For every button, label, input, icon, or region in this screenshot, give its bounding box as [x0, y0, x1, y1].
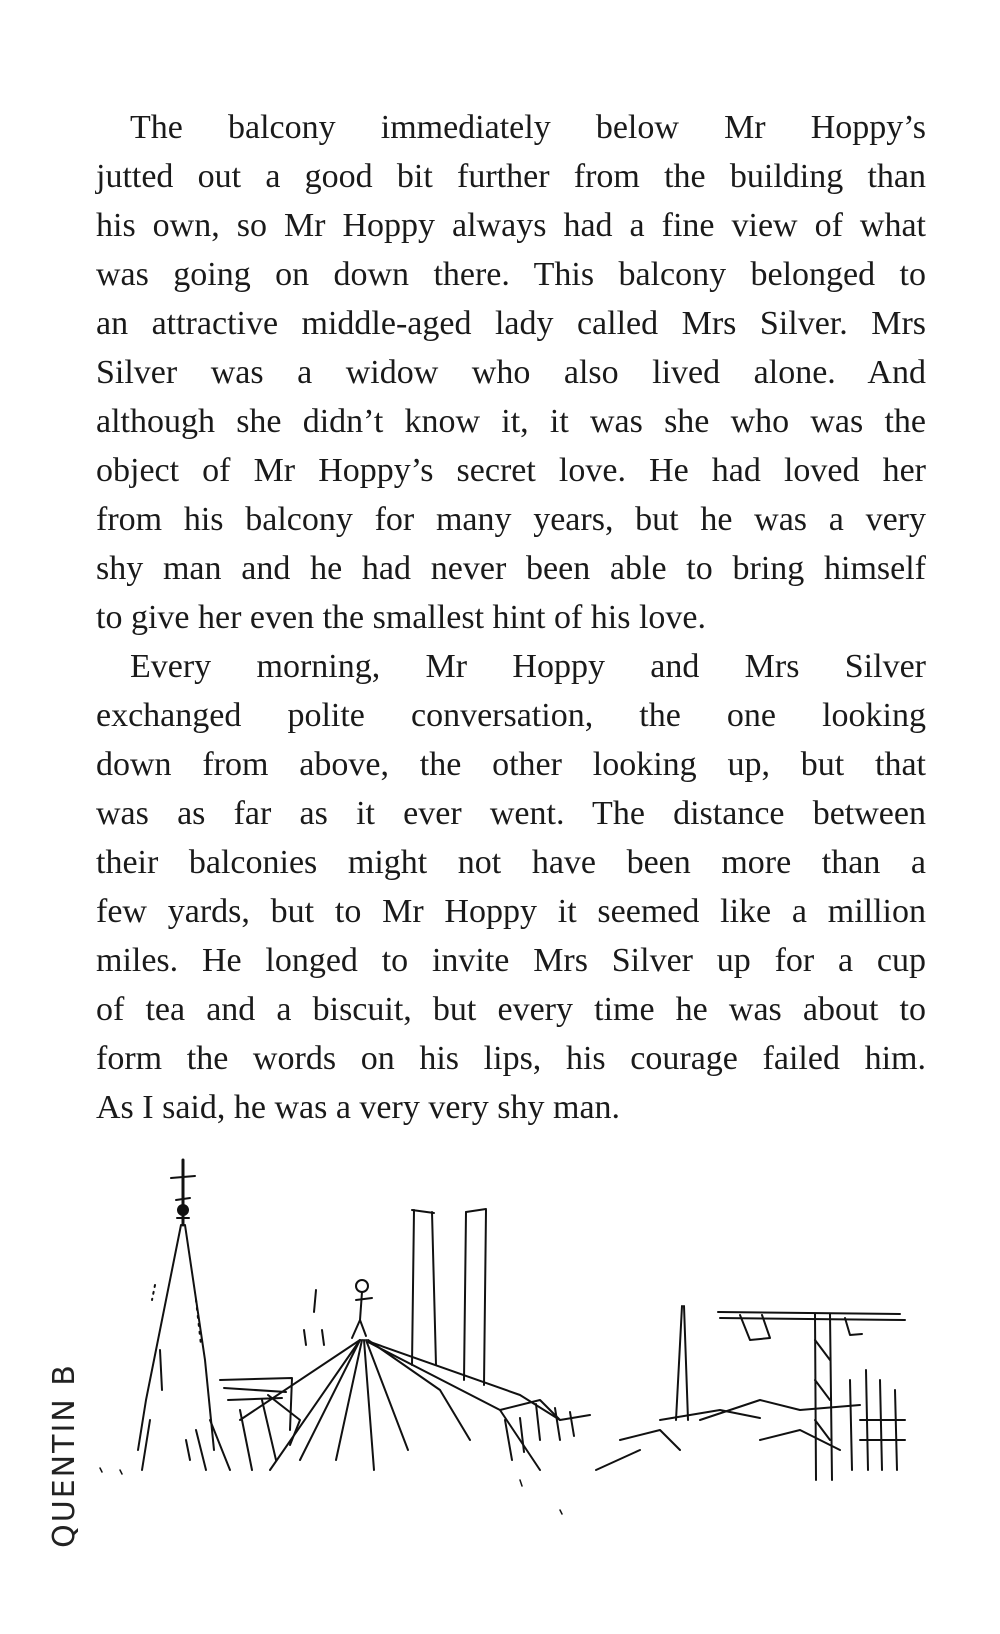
text-line: The balcony immediately below Mr Hoppy’s — [130, 109, 926, 146]
body-text — [96, 103, 926, 1132]
scribbled-buildings-right — [596, 1370, 905, 1470]
text-line: exchanged polite conversation, the one looking — [96, 697, 926, 734]
construction-crane — [718, 1312, 905, 1480]
text-line: was as far as it ever went. The distance between — [96, 795, 926, 832]
church-spire — [138, 1160, 214, 1470]
text-line: to give her even the smallest hint of his love. — [96, 599, 706, 636]
text-line: from his balcony for many years, but he was a very — [96, 501, 926, 538]
text-line: shy man and he had never been able to bring himself — [96, 550, 926, 587]
scribbled-buildings-left — [186, 1378, 300, 1470]
illustrator-signature: QUENTIN B — [46, 1362, 82, 1548]
text-line: As I said, he was a very very shy man. — [96, 1089, 621, 1126]
text-line: their balconies might not have been more than a — [96, 844, 926, 881]
twin-chimneys — [412, 1209, 486, 1385]
text-line: of tea and a biscuit, but every time he was about to — [96, 991, 926, 1028]
text-line: an attractive middle-aged lady called Mrs Silver. Mrs — [96, 305, 926, 342]
text-line: Every morning, Mr Hoppy and Mrs Silver — [130, 648, 926, 685]
text-line: miles. He longed to invite Mrs Silver up for a cup — [96, 942, 926, 979]
text-line: object of Mr Hoppy’s secret love. He had loved her — [96, 452, 926, 489]
tent-roof — [240, 1340, 560, 1470]
text-line: down from above, the other looking up, but that — [96, 746, 926, 783]
text-line: was going on down there. This balcony belonged to — [96, 256, 926, 293]
text-line: his own, so Mr Hoppy always had a fine view of what — [96, 207, 926, 244]
text-line: jutted out a good bit further from the building than — [96, 158, 926, 195]
text-line: Silver was a widow who also lived alone. And — [96, 354, 926, 391]
thin-tower — [660, 1306, 760, 1420]
figure-on-rooftop — [304, 1280, 372, 1345]
text-line: form the words on his lips, his courage failed him. — [96, 1040, 926, 1077]
text-line: few yards, but to Mr Hoppy it seemed like a million — [96, 893, 926, 930]
text-line: although she didn’t know it, it was she who was the — [96, 403, 926, 440]
ground-specks — [100, 1468, 562, 1514]
skyline-illustration — [0, 1150, 1000, 1634]
